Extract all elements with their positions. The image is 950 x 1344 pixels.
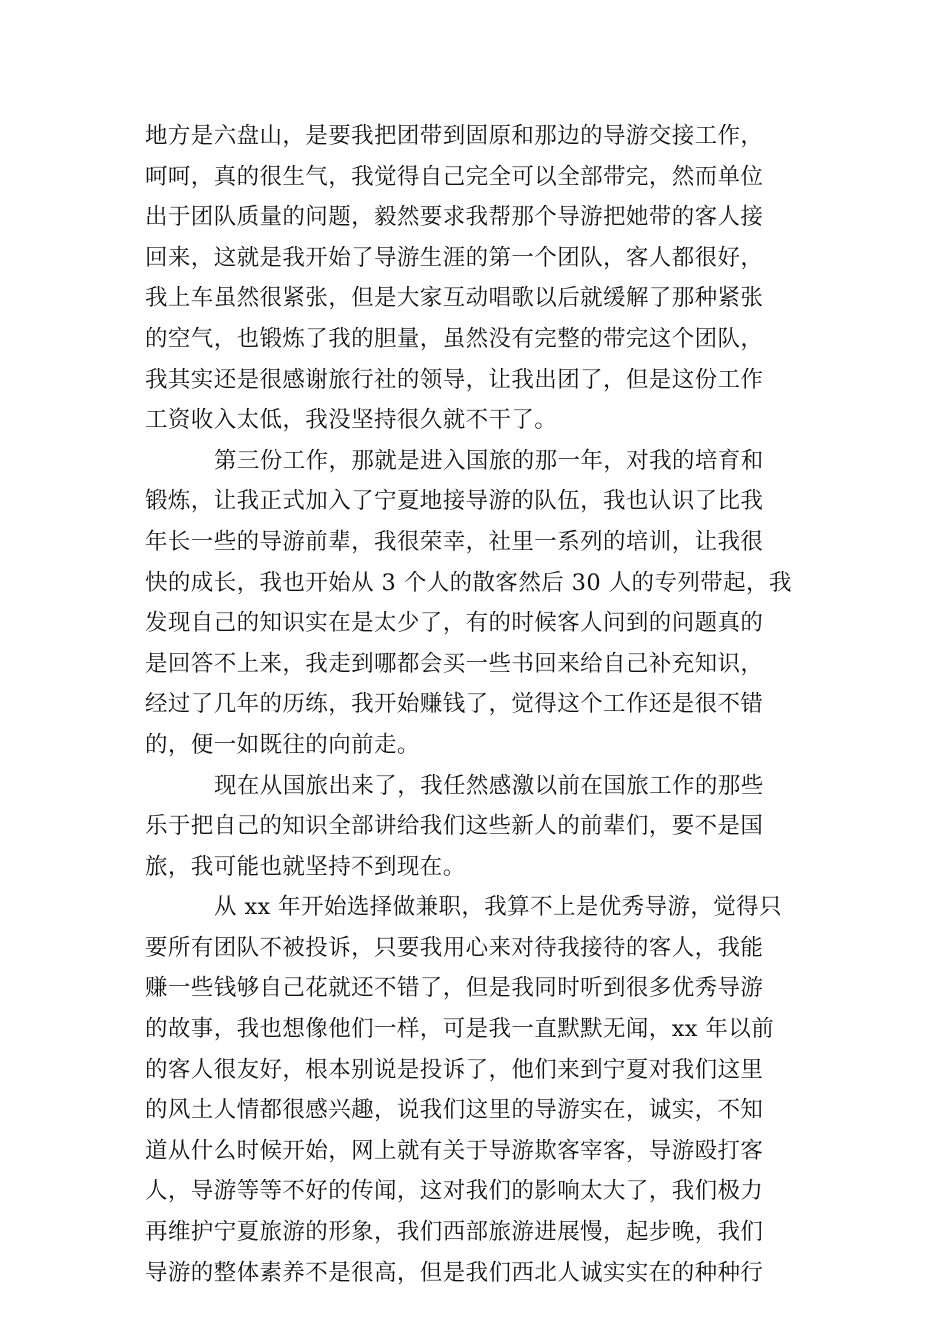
text-line: 回来，这就是我开始了导游生涯的第一个团队，客人都很好， [145, 244, 764, 271]
text-line: 第三份工作，那就是进入国旅的那一年，对我的培育和 [214, 447, 764, 474]
text-line: 的空气，也锻炼了我的胆量，虽然没有完整的带完这个团队， [145, 325, 764, 352]
text-line: 锻炼，让我正式加入了宁夏地接导游的队伍，我也认识了比我 [145, 488, 764, 515]
text-line: 现在从国旅出来了，我任然感激以前在国旅工作的那些 [214, 772, 764, 799]
text-line: 是回答不上来，我走到哪都会买一些书回来给自己补充知识， [145, 650, 764, 677]
body-text [145, 116, 805, 1293]
text-line: 赚一些钱够自己花就还不错了，但是我同时听到很多优秀导游 [145, 975, 764, 1002]
text-line: 经过了几年的历练，我开始赚钱了，觉得这个工作还是很不错 [145, 691, 764, 718]
text-line: 的故事，我也想像他们一样，可是我一直默默无闻，xx 年以前 [145, 1016, 775, 1043]
text-line: 旅，我可能也就坚持不到现在。 [145, 853, 466, 880]
text-line: 年长一些的导游前辈，我很荣幸，社里一系列的培训，让我很 [145, 528, 764, 555]
text-line: 地方是六盘山，是要我把团带到固原和那边的导游交接工作， [145, 123, 764, 149]
text-line: 要所有团队不被投诉，只要我用心来对待我接待的客人，我能 [145, 934, 764, 961]
text-line: 道从什么时候开始，网上就有关于导游欺客宰客，导游殴打客 [145, 1137, 764, 1164]
text-line: 发现自己的知识实在是太少了，有的时候客人问到的问题真的 [145, 610, 764, 637]
text-line: 乐于把自己的知识全部讲给我们这些新人的前辈们，要不是国 [145, 813, 764, 840]
text-line: 我其实还是很感谢旅行社的领导，让我出团了，但是这份工作 [145, 366, 764, 393]
text-line: 导游的整体素养不是很高，但是我们西北人诚实实在的种种行 [145, 1259, 764, 1286]
text-line: 从 xx 年开始选择做兼职，我算不上是优秀导游，觉得只 [214, 894, 782, 921]
text-line: 人，导游等等不好的传闻，这对我们的影响太大了，我们极力 [145, 1178, 764, 1205]
text-line: 出于团队质量的问题，毅然要求我帮那个导游把她带的客人接 [145, 204, 764, 231]
text-line: 的，便一如既往的向前走。 [145, 731, 420, 758]
text-line: 呵呵，真的很生气，我觉得自己完全可以全部带完，然而单位 [145, 163, 764, 190]
text-line: 工资收入太低，我没坚持很久就不干了。 [145, 407, 558, 434]
text-line: 我上车虽然很紧张，但是大家互动唱歌以后就缓解了那种紧张 [145, 285, 764, 312]
text-line: 快的成长，我也开始从 3 个人的散客然后 30 人的专列带起，我 [145, 569, 792, 596]
text-line: 的客人很友好，根本别说是投诉了，他们来到宁夏对我们这里 [145, 1056, 764, 1083]
text-line: 再维护宁夏旅游的形象，我们西部旅游进展慢，起步晚，我们 [145, 1219, 764, 1246]
text-line: 的风土人情都很感兴趣，说我们这里的导游实在，诚实，不知 [145, 1097, 764, 1124]
